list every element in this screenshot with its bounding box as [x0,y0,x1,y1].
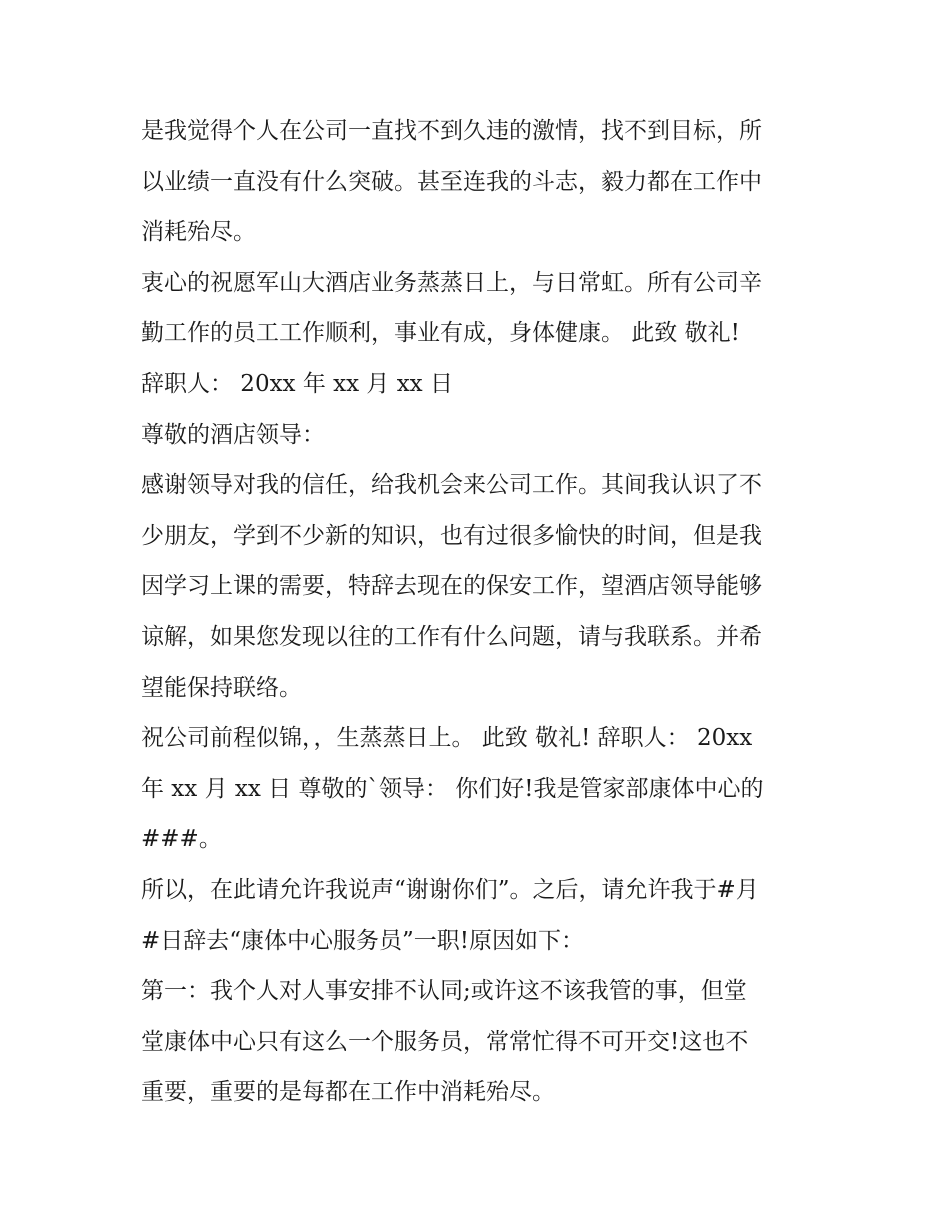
text-line: 堂康体中心只有这么一个服务员，常常忙得不可开交!这也不 [141,1028,749,1055]
text-line: 所以，在此请允许我说声“谢谢你们”。之后，请允许我于#月 [141,876,759,903]
text-line: 祝公司前程似锦，，生蒸蒸日上。 此致 敬礼! 辞职人： 20xx [141,725,753,752]
text-line: 以业绩一直没有什么突破。甚至连我的斗志，毅力都在工作中 [141,168,762,195]
text-line: 望能保持联络。 [141,674,302,701]
text-line: 谅解，如果您发现以往的工作有什么问题，请与我联系。并希 [141,623,762,650]
text-line: 年 xx 月 xx 日 尊敬的`领导： 你们好!我是管家部康体中心的 [141,775,764,802]
text-line: 尊敬的酒店领导： [141,421,325,448]
text-line: 勤工作的员工工作顺利，事业有成，身体健康。 此致 敬礼! [141,320,740,347]
document-body [141,106,821,1118]
text-line: 重要，重要的是每都在工作中消耗殆尽。 [141,1079,555,1106]
text-line: 辞职人： 20xx 年 xx 月 xx 日 [141,370,453,397]
text-line: 因学习上课的需要，特辞去现在的保安工作，望酒店领导能够 [141,573,762,600]
text-line: 衷心的祝愿军山大酒店业务蒸蒸日上，与日常虹。所有公司辛 [141,269,762,296]
text-line: #日辞去“康体中心服务员”一职!原因如下： [141,927,585,954]
text-line: 第一：我个人对人事安排不认同;或许这不该我管的事，但堂 [141,978,747,1005]
text-line: ###。 [141,826,222,853]
text-line: 感谢领导对我的信任，给我机会来公司工作。其间我认识了不 [141,472,762,499]
text-line: 少朋友，学到不少新的知识，也有过很多愉快的时间，但是我 [141,522,762,549]
text-line: 是我觉得个人在公司一直找不到久违的激情，找不到目标，所 [141,118,762,144]
text-line: 消耗殆尽。 [141,219,256,246]
